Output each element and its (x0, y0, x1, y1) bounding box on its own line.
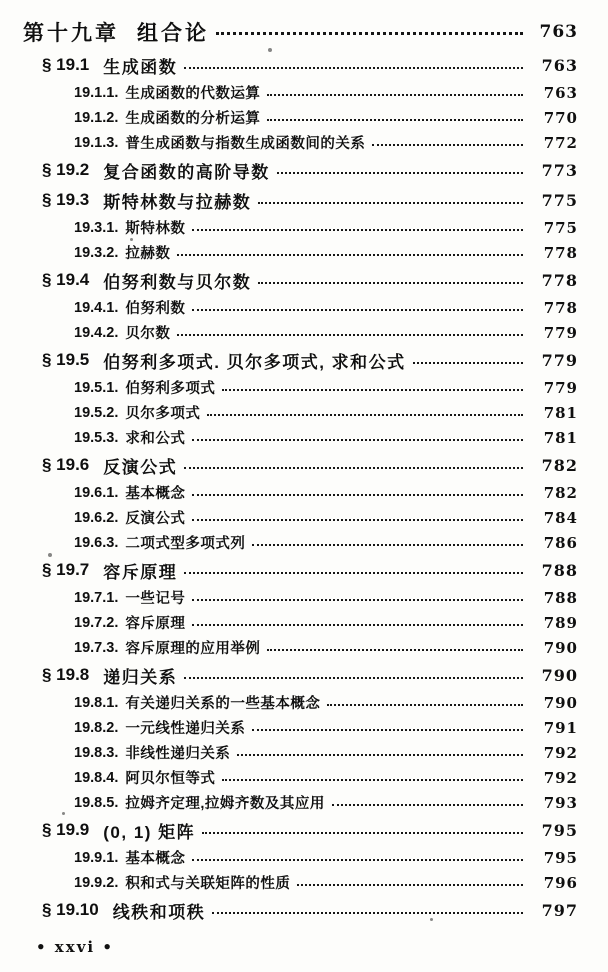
toc-entry (0, 585, 608, 610)
dot-leader (267, 649, 523, 651)
dot-leader (192, 519, 523, 521)
entry-number: § 19.9 (42, 820, 90, 839)
dot-leader (372, 144, 523, 146)
entry-page-number: 786 (543, 533, 578, 552)
toc-entry (0, 610, 608, 635)
dot-leader (184, 572, 523, 574)
toc-entry (0, 185, 608, 215)
entry-page-number: 796 (543, 873, 578, 892)
entry-page-number: 795 (541, 820, 578, 840)
dot-leader (277, 172, 523, 174)
entry-title: 递归关系 (103, 667, 178, 687)
entry-title: (0, 1) 矩阵 (103, 822, 196, 842)
toc-entry (0, 295, 608, 320)
dot-leader (252, 729, 523, 731)
entry-number: § 19.10 (42, 900, 99, 919)
entry-page-number: 795 (543, 848, 578, 867)
entry-page-number: 790 (543, 638, 578, 657)
toc-entry (0, 375, 608, 400)
entry-page-number: 775 (541, 190, 578, 210)
entry-page-number: 772 (543, 133, 578, 152)
entry-number: 19.8.4. (74, 769, 119, 786)
entry-title: 斯特林数 (125, 221, 186, 237)
entry-title: 伯努利数 (125, 301, 186, 317)
entry-page-number: 789 (543, 613, 578, 632)
entry-page-number: 782 (543, 483, 578, 502)
entry-page-number: 779 (543, 323, 578, 342)
scan-artifact (430, 918, 433, 921)
toc-entry (0, 130, 608, 155)
dot-leader (267, 94, 523, 96)
entry-title: 生成函数 (103, 57, 178, 77)
toc-entry (0, 450, 608, 480)
entry-title: 贝尔多项式 (125, 406, 201, 422)
entry-title: 阿贝尔恒等式 (125, 771, 216, 787)
entry-number: § 19.3 (42, 190, 90, 209)
dot-leader (258, 282, 523, 284)
entry-title: 基本概念 (125, 486, 186, 502)
toc-entry (0, 240, 608, 265)
scan-artifact (130, 238, 133, 241)
toc-entry (0, 715, 608, 740)
entry-page-number: 790 (543, 693, 578, 712)
toc-entry (0, 480, 608, 505)
entry-number: 19.7.2. (74, 614, 119, 631)
entry-number: § 19.2 (42, 160, 90, 179)
toc-entry (0, 765, 608, 790)
entry-number: 19.1.1. (74, 84, 119, 101)
dot-leader (222, 779, 523, 781)
entry-number: § 19.6 (42, 455, 90, 474)
entry-number: 19.3.2. (74, 244, 119, 261)
toc-entry (0, 690, 608, 715)
entry-number: § 19.8 (42, 665, 90, 684)
entry-page-number: 792 (543, 743, 578, 762)
scan-artifact (268, 48, 272, 52)
dot-leader (332, 804, 523, 806)
entry-title: 生成函数的分析运算 (125, 111, 261, 127)
dot-leader (207, 414, 523, 416)
toc-entry (0, 740, 608, 765)
entry-title: 生成函数的代数运算 (125, 86, 261, 102)
toc-entry (0, 320, 608, 345)
entry-page-number: 778 (541, 270, 578, 290)
entry-title: 一元线性递归关系 (125, 721, 246, 737)
toc-entry (0, 660, 608, 690)
entry-page-number: 782 (541, 455, 578, 475)
dot-leader (192, 599, 523, 601)
entry-number: 19.5.1. (74, 379, 119, 396)
entry-page-number: 773 (541, 160, 578, 180)
dot-leader (237, 754, 523, 756)
dot-leader (258, 202, 523, 204)
entry-title: 基本概念 (125, 851, 186, 867)
entry-title: 伯努利多项式. 贝尔多项式, 求和公式 (103, 352, 406, 372)
dot-leader (184, 467, 523, 469)
entry-title: 反演公式 (103, 457, 178, 477)
entry-number: 19.8.5. (74, 794, 119, 811)
entry-page-number: 797 (541, 900, 578, 920)
entry-page-number: 788 (543, 588, 578, 607)
dot-leader (177, 334, 523, 336)
dot-leader (184, 67, 523, 69)
entry-number: 第十九章 (23, 21, 119, 45)
entry-title: 容斥原理的应用举例 (125, 641, 261, 657)
entry-title: 反演公式 (125, 511, 186, 527)
entry-page-number: 763 (539, 21, 578, 42)
dot-leader (222, 389, 523, 391)
entry-number: 19.6.3. (74, 534, 119, 551)
entry-title: 求和公式 (125, 431, 186, 447)
entry-title: 有关递归关系的一些基本概念 (125, 696, 321, 712)
dot-leader (267, 119, 523, 121)
toc-entry (0, 400, 608, 425)
toc-entry (0, 425, 608, 450)
entry-number: 19.4.2. (74, 324, 119, 341)
entry-page-number: 778 (543, 243, 578, 262)
entry-page-number: 791 (543, 718, 578, 737)
toc-entry (0, 345, 608, 375)
entry-number: 19.4.1. (74, 299, 119, 316)
entry-page-number: 763 (543, 83, 578, 102)
entry-title: 组合论 (137, 21, 209, 45)
dot-leader (177, 254, 523, 256)
toc-entry (0, 50, 608, 80)
entry-page-number: 779 (543, 378, 578, 397)
entry-page-number: 790 (541, 665, 578, 685)
scan-artifact (48, 553, 52, 557)
toc-entry (0, 105, 608, 130)
dot-leader (216, 32, 523, 35)
entry-page-number: 770 (543, 108, 578, 127)
toc-entry (0, 505, 608, 530)
entry-title: 斯特林数与拉赫数 (103, 192, 252, 212)
entry-page-number: 781 (543, 403, 578, 422)
entry-page-number: 792 (543, 768, 578, 787)
entry-title: 普生成函数与指数生成函数间的关系 (125, 136, 366, 152)
entry-page-number: 763 (541, 55, 578, 75)
entry-title: 复合函数的高阶导数 (103, 162, 270, 182)
entry-title: 贝尔数 (125, 326, 171, 342)
entry-title: 积和式与关联矩阵的性质 (125, 876, 291, 892)
entry-number: § 19.7 (42, 560, 90, 579)
entry-title: 二项式型多项式列 (125, 536, 246, 552)
entry-number: 19.9.2. (74, 874, 119, 891)
entry-title: 容斥原理 (125, 616, 186, 632)
toc-entry (0, 815, 608, 845)
entry-number: 19.3.1. (74, 219, 119, 236)
entry-number: 19.6.2. (74, 509, 119, 526)
entry-page-number: 779 (541, 350, 578, 370)
toc-entry (0, 870, 608, 895)
toc-entry (0, 845, 608, 870)
entry-page-number: 793 (543, 793, 578, 812)
entry-page-number: 781 (543, 428, 578, 447)
entry-title: 线秩和项秩 (112, 902, 206, 922)
entry-title: 容斥原理 (103, 562, 178, 582)
entry-number: § 19.1 (42, 55, 90, 74)
entry-number: 19.5.3. (74, 429, 119, 446)
dot-leader (297, 884, 523, 886)
entry-number: 19.8.1. (74, 694, 119, 711)
dot-leader (192, 309, 523, 311)
entry-title: 伯努利数与贝尔数 (103, 272, 252, 292)
entry-number: 19.9.1. (74, 849, 119, 866)
entry-number: 19.5.2. (74, 404, 119, 421)
entry-number: 19.7.1. (74, 589, 119, 606)
entry-number: 19.8.2. (74, 719, 119, 736)
dot-leader (192, 624, 523, 626)
dot-leader (184, 677, 523, 679)
entry-page-number: 778 (543, 298, 578, 317)
entry-page-number: 788 (541, 560, 578, 580)
entry-title: 伯努利多项式 (125, 381, 216, 397)
toc-entry (0, 80, 608, 105)
dot-leader (212, 912, 523, 914)
dot-leader (327, 704, 523, 706)
entry-number: § 19.4 (42, 270, 90, 289)
toc-entry (0, 530, 608, 555)
entry-page-number: 775 (543, 218, 578, 237)
entry-title: 一些记号 (125, 591, 186, 607)
toc-entry (0, 215, 608, 240)
toc-entry (0, 790, 608, 815)
toc-entry (0, 13, 608, 50)
dot-leader (192, 494, 523, 496)
entry-number: 19.1.2. (74, 109, 119, 126)
entry-title: 拉赫数 (125, 246, 171, 262)
page-number-footer: • xxvi • (36, 938, 114, 956)
toc-entry (0, 155, 608, 185)
toc-entry (0, 635, 608, 660)
entry-number: 19.8.3. (74, 744, 119, 761)
entry-number: § 19.5 (42, 350, 90, 369)
dot-leader (192, 229, 523, 231)
entry-number: 19.6.1. (74, 484, 119, 501)
toc-entry (0, 555, 608, 585)
entry-page-number: 784 (543, 508, 578, 527)
dot-leader (192, 859, 523, 861)
scan-artifact (62, 812, 65, 815)
dot-leader (202, 832, 523, 834)
dot-leader (413, 362, 523, 364)
entry-number: 19.7.3. (74, 639, 119, 656)
toc-entry (0, 265, 608, 295)
entry-number: 19.1.3. (74, 134, 119, 151)
toc-entry (0, 895, 608, 925)
toc-list (0, 13, 608, 925)
entry-title: 非线性递归关系 (125, 746, 231, 762)
dot-leader (192, 439, 523, 441)
entry-title: 拉姆齐定理,拉姆齐数及其应用 (125, 796, 325, 812)
dot-leader (252, 544, 523, 546)
